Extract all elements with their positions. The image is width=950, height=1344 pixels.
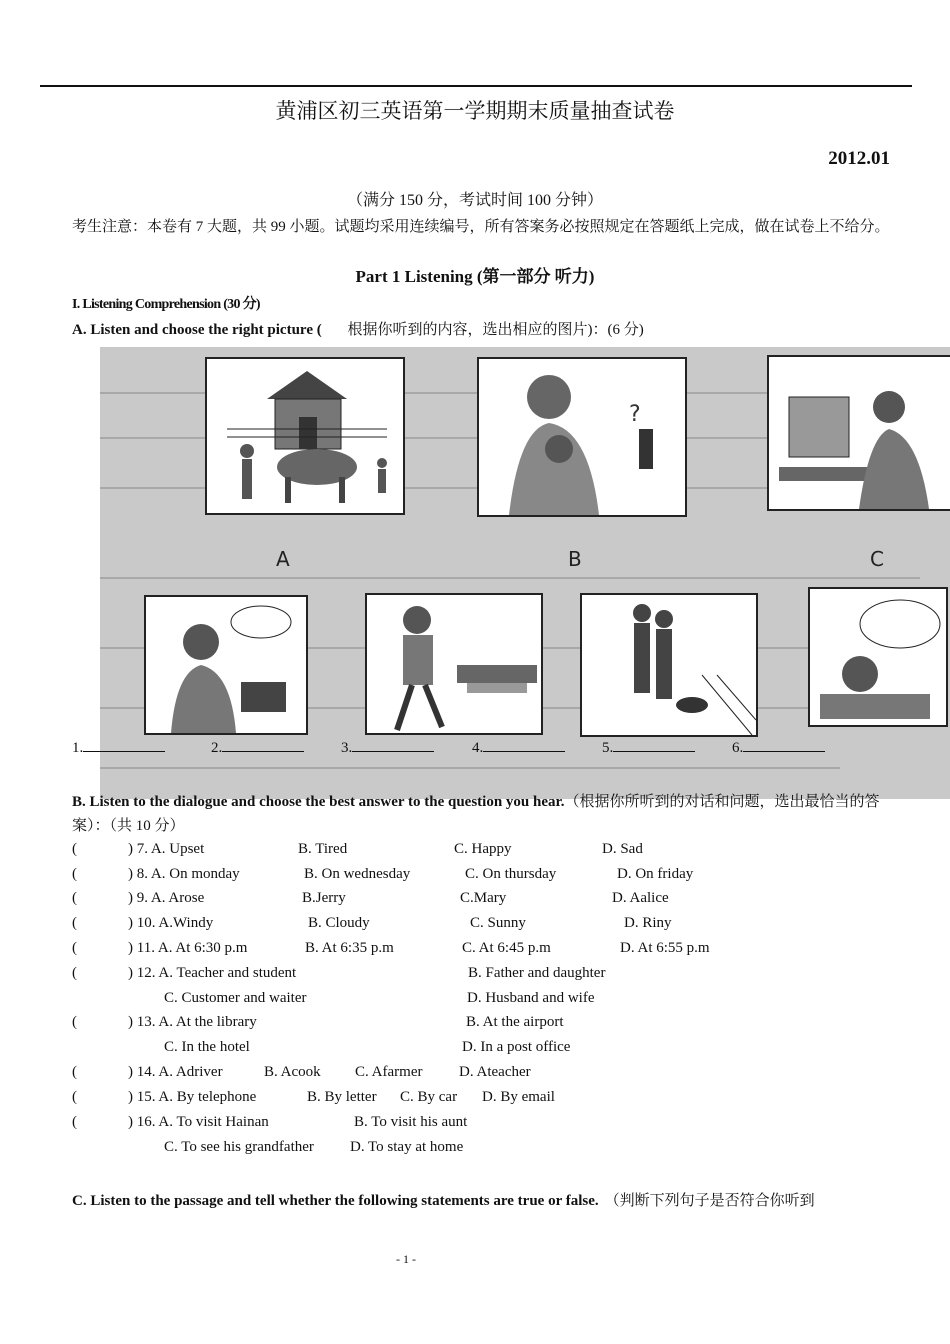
section-c-label: C. Listen to the passage and tell whether the following statements are true or false. bbox=[72, 1193, 599, 1209]
dreaming-person-icon bbox=[810, 589, 946, 725]
question-11: ) 11. A. At 6:30 p.m bbox=[128, 940, 248, 956]
mother-child-phone-icon bbox=[479, 359, 685, 515]
section-I-heading: I. Listening Comprehension (30 分) bbox=[72, 297, 260, 312]
option-d: D. By email bbox=[482, 1089, 555, 1105]
section-b-label: B. Listen to the dialogue and choose the best answer to the question you hear. bbox=[72, 794, 565, 810]
bg-line bbox=[100, 767, 840, 769]
answer-paren[interactable]: ( bbox=[72, 841, 77, 857]
section-b-label-cn: （根据你所听到的对话和问题，选出最恰当的答案）：（共 10 分） bbox=[72, 794, 880, 834]
section-a-heading bbox=[72, 318, 644, 339]
option-c: C. At 6:45 p.m bbox=[462, 940, 551, 956]
option-b: B. Tired bbox=[298, 841, 348, 857]
option-b: B. By letter bbox=[307, 1089, 377, 1105]
street-walk-icon bbox=[582, 595, 756, 735]
picture-e bbox=[365, 593, 543, 735]
option-d: D. Aalice bbox=[612, 890, 669, 906]
option-d: D. At 6:55 p.m bbox=[620, 940, 710, 956]
picture-label-c: C bbox=[870, 547, 884, 571]
answer-paren[interactable]: ( bbox=[72, 965, 77, 981]
blank-label: 3. bbox=[341, 740, 353, 756]
option-d: D. Sad bbox=[602, 841, 643, 857]
blank-label: 6. bbox=[732, 740, 744, 756]
answer-paren[interactable]: ( bbox=[72, 915, 77, 931]
top-rule bbox=[40, 85, 912, 87]
option-b: B. At the airport bbox=[466, 1014, 564, 1030]
blank-label: 2. bbox=[211, 740, 223, 756]
blank-label: 5. bbox=[602, 740, 614, 756]
blank-4[interactable] bbox=[472, 740, 565, 757]
section-c-heading bbox=[72, 1189, 815, 1210]
option-b: B. Father and daughter bbox=[468, 965, 606, 981]
blank-1[interactable] bbox=[72, 740, 165, 757]
question-14: ) 14. A. Adriver bbox=[128, 1064, 223, 1080]
score-note: （满分 150 分，考试时间 100 分钟） bbox=[346, 192, 603, 209]
answer-paren[interactable]: ( bbox=[72, 1089, 77, 1105]
blank-line bbox=[83, 751, 165, 752]
option-c: C. Happy bbox=[454, 841, 512, 857]
picture-label-b: B bbox=[568, 547, 582, 571]
option-b: B. To visit his aunt bbox=[354, 1114, 468, 1130]
picture-d bbox=[144, 595, 308, 735]
picture-b bbox=[477, 357, 687, 517]
option-d: D. In a post office bbox=[462, 1039, 571, 1055]
section-a-label: A. Listen and choose the right picture ( bbox=[72, 322, 322, 338]
option-d: D. To stay at home bbox=[350, 1139, 464, 1155]
blank-line bbox=[613, 751, 695, 752]
blank-line bbox=[743, 751, 825, 752]
question-10: ) 10. A.Windy bbox=[128, 915, 214, 931]
page-number: - 1 - bbox=[396, 1252, 416, 1266]
question-12: ) 12. A. Teacher and student bbox=[128, 965, 297, 981]
option-c: C. Customer and waiter bbox=[164, 990, 307, 1006]
option-d: D. On friday bbox=[617, 866, 694, 882]
option-b: B. Acook bbox=[264, 1064, 321, 1080]
option-c: C. To see his grandfather bbox=[164, 1139, 314, 1155]
bg-line bbox=[100, 577, 920, 579]
option-b: B.Jerry bbox=[302, 890, 346, 906]
option-c: C. By car bbox=[400, 1089, 458, 1105]
question-13: ) 13. A. At the library bbox=[128, 1014, 257, 1030]
picture-a bbox=[205, 357, 405, 515]
option-b: B. Cloudy bbox=[308, 915, 370, 931]
section-b-heading bbox=[72, 790, 892, 838]
section-c-label-cn: （判断下列句子是否符合你听到 bbox=[604, 1193, 815, 1209]
blank-line bbox=[352, 751, 434, 752]
computer-user-icon bbox=[769, 357, 950, 509]
answer-paren[interactable]: ( bbox=[72, 1114, 77, 1130]
option-b: B. On wednesday bbox=[304, 866, 411, 882]
blank-label: 1. bbox=[72, 740, 84, 756]
picture-f bbox=[580, 593, 758, 737]
blank-3[interactable] bbox=[341, 740, 434, 757]
picture-c bbox=[767, 355, 950, 511]
answer-paren[interactable]: ( bbox=[72, 890, 77, 906]
option-c: C. Afarmer bbox=[355, 1064, 423, 1080]
blank-5[interactable] bbox=[602, 740, 695, 757]
blank-2[interactable] bbox=[211, 740, 304, 757]
svg-text:?: ? bbox=[629, 402, 641, 427]
answer-paren[interactable]: ( bbox=[72, 940, 77, 956]
question-16: ) 16. A. To visit Hainan bbox=[128, 1114, 269, 1130]
exam-notice: 考生注意：本卷有 7 大题，共 99 小题。试题均采用连续编号，所有答案务必按照规定在答题纸上完成，做在试卷上不给分。 bbox=[72, 219, 890, 235]
picture-panel bbox=[100, 347, 950, 799]
farm-scene-icon bbox=[207, 359, 403, 513]
answer-paren[interactable]: ( bbox=[72, 1014, 77, 1030]
phone-call-icon bbox=[146, 597, 306, 733]
picture-label-a: A bbox=[276, 547, 290, 571]
answer-paren[interactable]: ( bbox=[72, 1064, 77, 1080]
answer-paren[interactable]: ( bbox=[72, 866, 77, 882]
traveller-icon bbox=[367, 595, 541, 733]
option-b: B. At 6:35 p.m bbox=[305, 940, 394, 956]
option-d: D. Husband and wife bbox=[467, 990, 595, 1006]
question-15: ) 15. A. By telephone bbox=[128, 1089, 257, 1105]
option-c: C. Sunny bbox=[470, 915, 526, 931]
option-c: C. On thursday bbox=[465, 866, 557, 882]
exam-title: 黄浦区初三英语第一学期期末质量抽查试卷 bbox=[275, 99, 675, 123]
part1-title: Part 1 Listening (第一部分 听力) bbox=[355, 267, 595, 286]
question-9: ) 9. A. Arose bbox=[128, 890, 205, 906]
option-d: D. Ateacher bbox=[459, 1064, 531, 1080]
option-c: C.Mary bbox=[460, 890, 507, 906]
section-a-label-cn: 根据你听到的内容，选出相应的图片)：(6 分) bbox=[347, 322, 644, 338]
option-d: D. Riny bbox=[624, 915, 672, 931]
blank-line bbox=[483, 751, 565, 752]
question-7: ) 7. A. Upset bbox=[128, 841, 205, 857]
blank-label: 4. bbox=[472, 740, 484, 756]
option-c: C. In the hotel bbox=[164, 1039, 250, 1055]
picture-g bbox=[808, 587, 948, 727]
blank-6[interactable] bbox=[732, 740, 825, 757]
question-8: ) 8. A. On monday bbox=[128, 866, 240, 882]
blank-line bbox=[222, 751, 304, 752]
exam-date: 2012.01 bbox=[828, 148, 890, 169]
